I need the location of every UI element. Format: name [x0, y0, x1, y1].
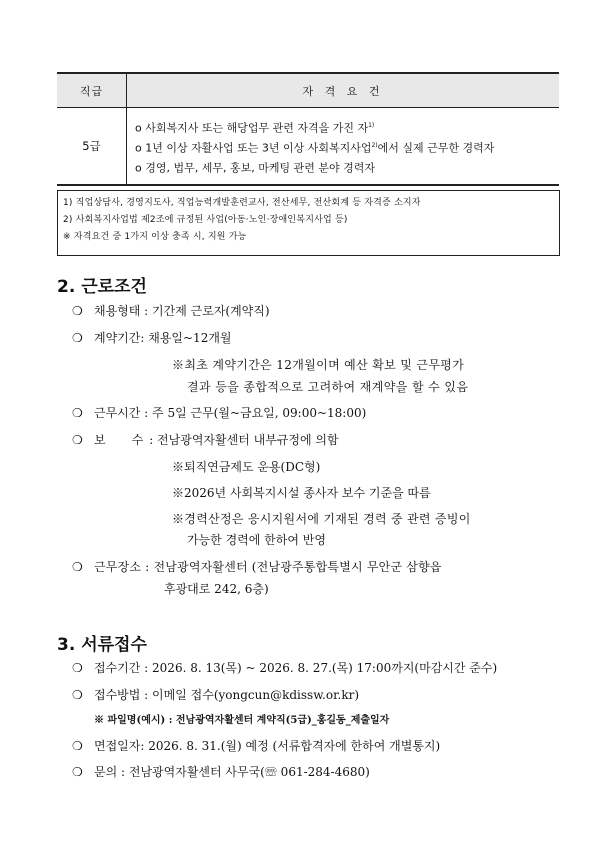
contact-line [72, 763, 370, 781]
contract-period-text: 계약기간: 채용일~12개월 [94, 331, 232, 345]
footnote-1: 1) 직업상담사, 경영지도사, 직업능력개발훈련교사, 전산세무, 전산회계 등 자격증 소지자 [63, 198, 421, 208]
requirement-item [135, 116, 559, 136]
workplace-line-2: 후광대로 242, 6층) [164, 582, 269, 596]
pay-note-4: 가능한 경력에 한하여 반영 [187, 533, 326, 547]
bullet-icon: ❍ [72, 406, 83, 420]
requirement-text: 사회복지사 또는 해당업무 관련 자격을 가진 자 [145, 121, 369, 135]
footnote-ref: 1) [368, 122, 375, 129]
requirements-cell [127, 108, 560, 186]
workplace-line [72, 558, 442, 576]
qualification-table [57, 72, 559, 186]
bullet-icon: ❍ [72, 304, 83, 318]
filename-note: ※ 파일명(예시) : 전남광역자활센터 계약직(5급)_홍길동_제출일자 [94, 715, 390, 726]
bullet-icon: ❍ [72, 765, 83, 779]
pay-line [72, 431, 339, 449]
contract-note-2: 결과 등을 종합적으로 고려하여 재계약을 할 수 있음 [187, 380, 469, 394]
bullet-icon: ❍ [72, 661, 83, 675]
work-hours-line [72, 404, 366, 422]
bullet-icon: o [135, 141, 142, 155]
bullet-icon: o [135, 161, 142, 175]
pay-note-2: ※2026년 사회복지시설 종사자 보수 기준을 따름 [172, 486, 431, 500]
employment-type-line [72, 302, 270, 320]
section-3-title: 3. 서류접수 [57, 635, 147, 655]
bullet-icon: ❍ [72, 433, 83, 447]
pay-note-3: ※경력산정은 응시지원서에 기재된 경력 중 관련 증빙이 [172, 512, 471, 526]
table-header-row [57, 73, 559, 108]
requirement-item [135, 156, 559, 176]
period-text: 접수기간 : 2026. 8. 13(목) ~ 2026. 8. 27.(목) 17:00까지(마감시간 준수) [94, 661, 498, 675]
method-text: 접수방법 : 이메일 접수(yongcun@kdissw.or.kr) [94, 688, 360, 702]
pay-note-1: ※퇴직연금제도 운용(DC형) [172, 460, 321, 474]
workplace-text: 근무장소 : 전남광역자활센터 (전남광주통합특별시 무안군 삼향읍 [94, 560, 442, 574]
footnote-box [57, 190, 560, 256]
bullet-icon: o [135, 121, 142, 135]
requirements-header: 자 격 요 건 [127, 73, 560, 108]
interview-line [72, 737, 440, 755]
bullet-icon: ❍ [72, 560, 83, 574]
section-2-title: 2. 근로조건 [57, 277, 147, 297]
table-row [57, 108, 559, 186]
footnote-3: ※ 자격요건 중 1가지 이상 충족 시, 지원 가능 [63, 232, 247, 242]
requirement-text: 1년 이상 자활사업 또는 3년 이상 사회복지사업 [145, 141, 372, 155]
grade-cell: 5급 [57, 108, 127, 186]
bullet-icon: ❍ [72, 331, 83, 345]
bullet-icon: ❍ [72, 688, 83, 702]
contract-period-line [72, 329, 232, 347]
interview-text: 면접일자: 2026. 8. 31.(월) 예정 (서류합격자에 한하여 개별통지) [94, 739, 441, 753]
grade-header: 직급 [57, 73, 127, 108]
method-line [72, 686, 359, 704]
contact-text: 문의 : 전남광역자활센터 사무국(☏ 061-284-4680) [94, 765, 370, 779]
requirement-tail: 에서 실제 근무한 경력자 [377, 141, 495, 155]
bullet-icon: ❍ [72, 739, 83, 753]
requirement-text: 경영, 법무, 세무, 홍보, 마케팅 관련 분야 경력자 [145, 161, 375, 175]
pay-label-a: 보 [94, 433, 106, 447]
period-line [72, 659, 497, 677]
pay-text: : 전남광역자활센터 내부규정에 의함 [149, 433, 339, 447]
pay-label-b: 수 [131, 433, 144, 447]
footnote-ref: 2) [371, 142, 378, 149]
employment-type-text: 채용형태 : 기간제 근로자(계약직) [94, 304, 270, 318]
requirement-item [135, 136, 559, 156]
contract-note-1: ※최초 계약기간은 12개월이며 예산 확보 및 근무평가 [172, 358, 465, 372]
footnote-2: 2) 사회복지사업법 제2조에 규정된 사업(아동·노인·장애인복지사업 등) [63, 215, 348, 225]
work-hours-text: 근무시간 : 주 5일 근무(월~금요일, 09:00~18:00) [94, 406, 367, 420]
